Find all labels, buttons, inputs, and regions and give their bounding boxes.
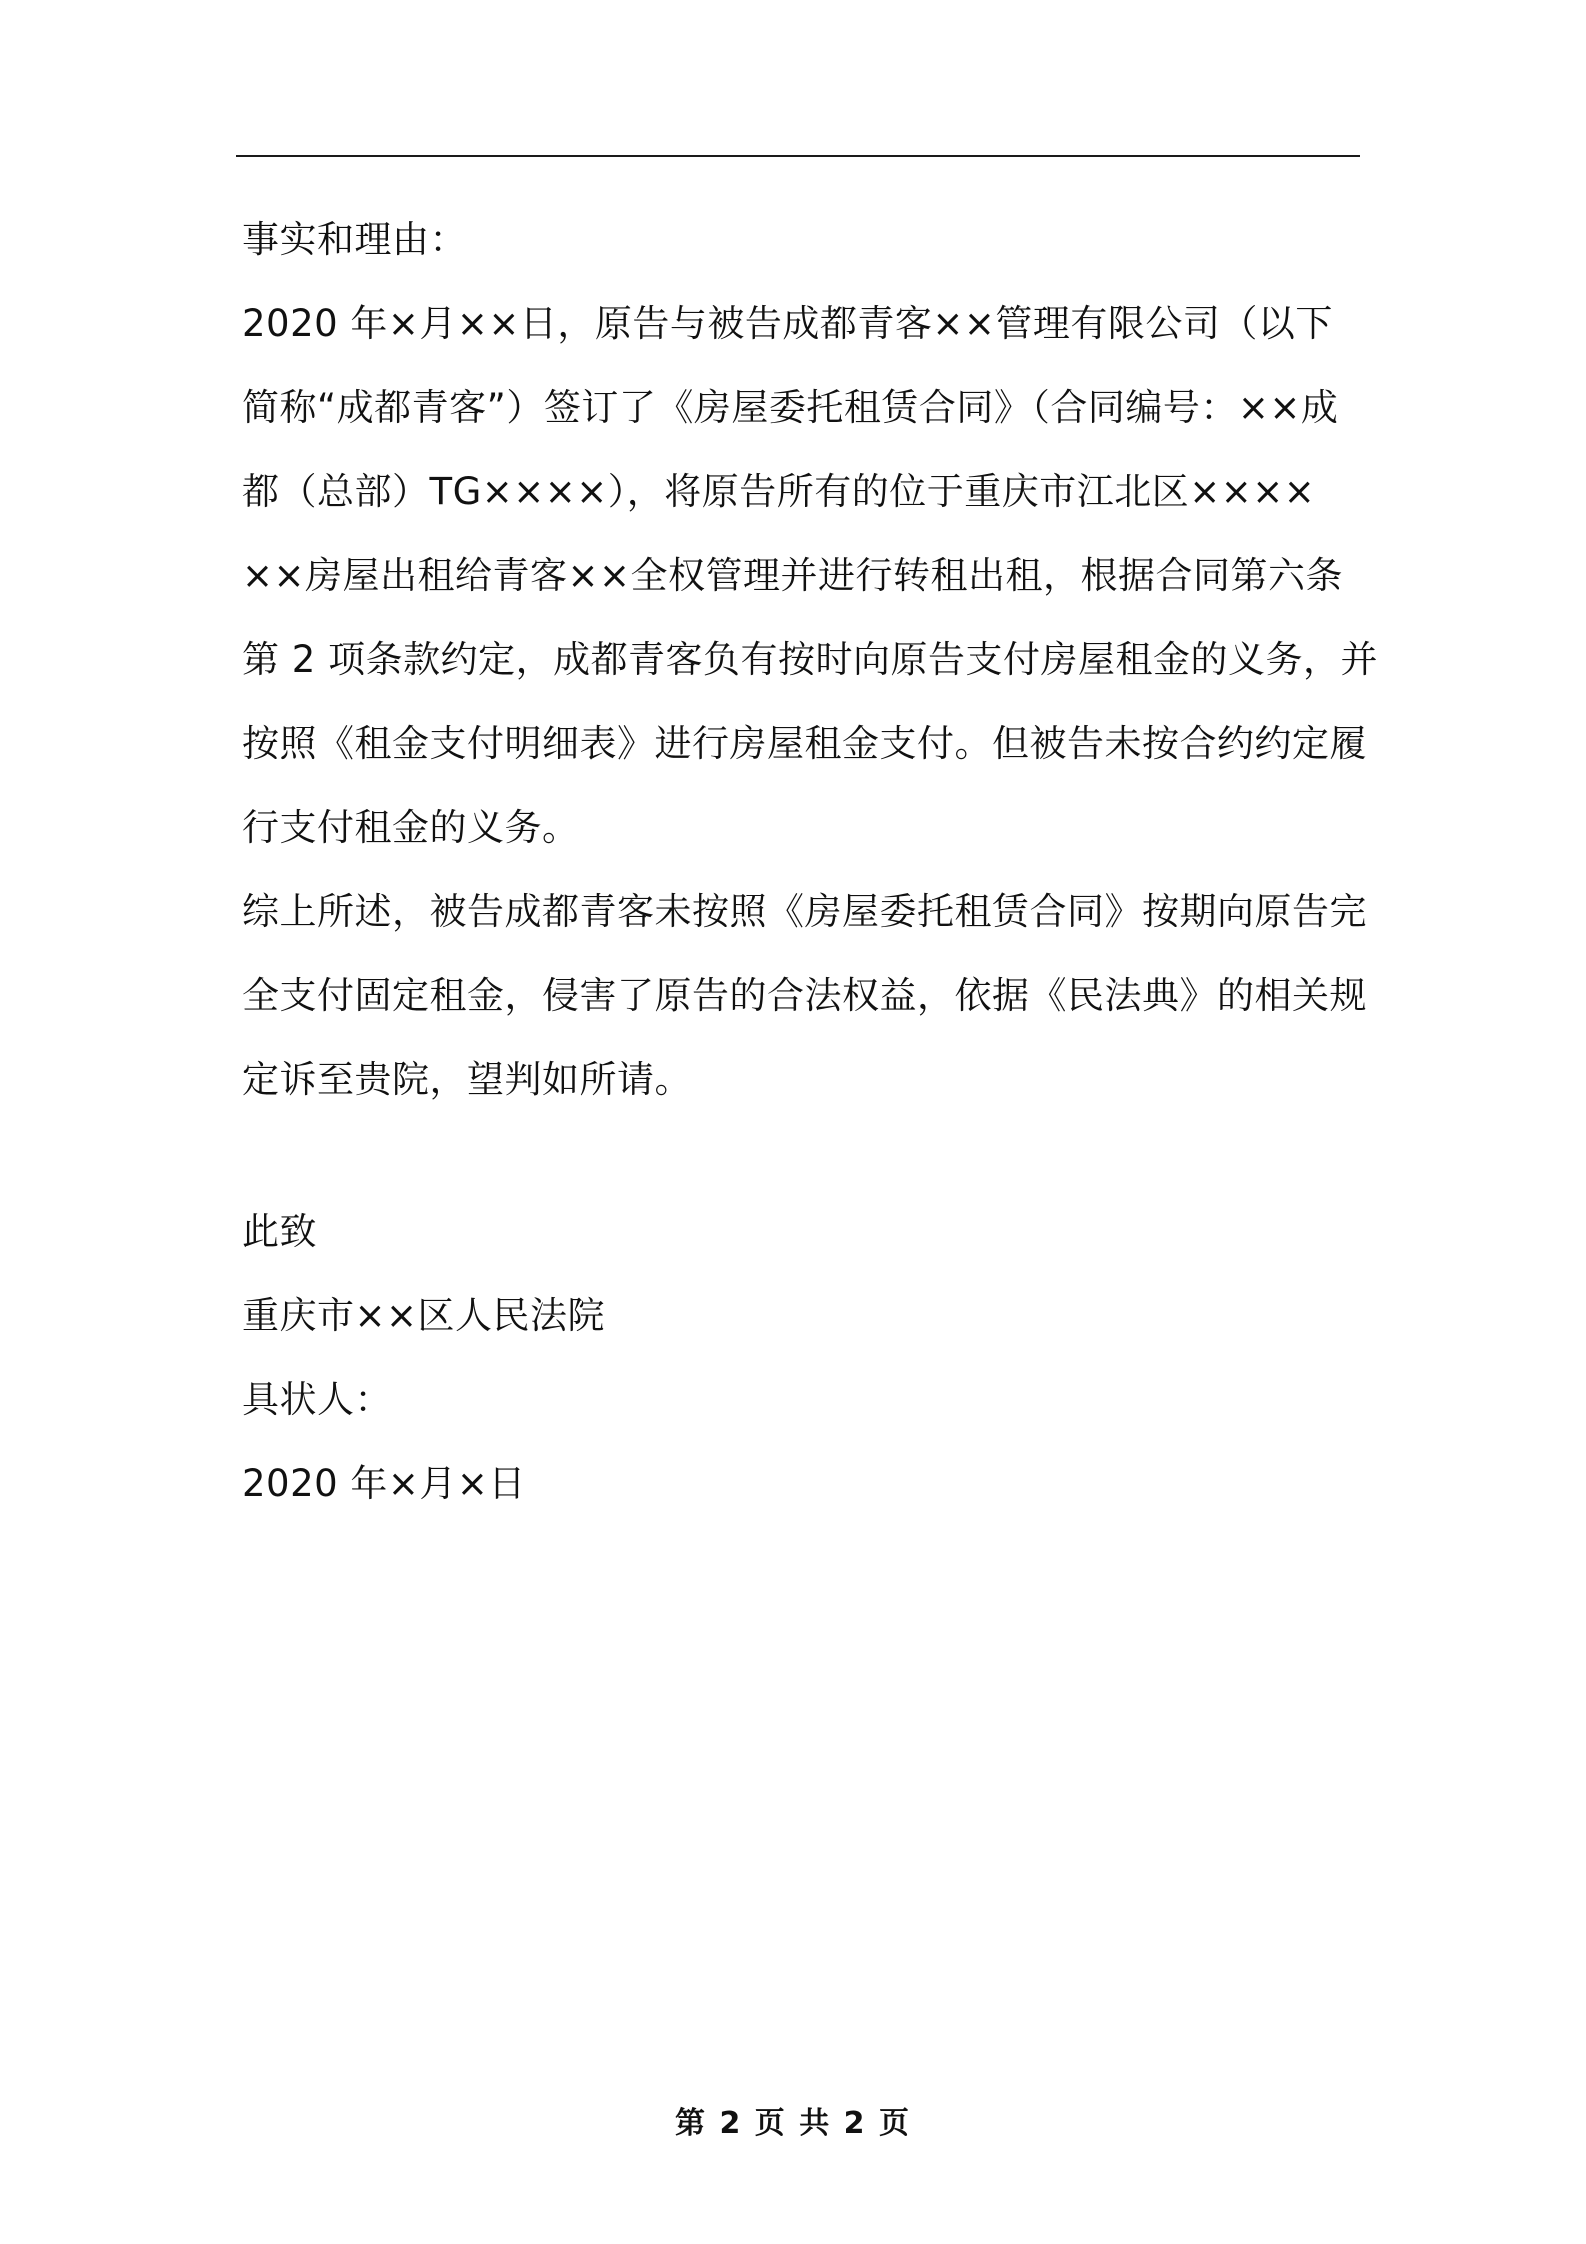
closing-block bbox=[242, 1190, 1358, 1526]
summary-line: 定诉至贵院，望判如所请。 bbox=[242, 1058, 692, 1101]
summary-paragraph bbox=[242, 870, 1367, 1122]
facts-line: 都（总部）TG××××），将原告所有的位于重庆市江北区×××× bbox=[242, 470, 1316, 513]
signer-label: 具状人： bbox=[242, 1378, 392, 1421]
facts-line: 第 2 项条款约定，成都青客负有按时向原告支付房屋租金的义务，并 bbox=[242, 638, 1379, 681]
court-name: 重庆市××区人民法院 bbox=[242, 1294, 606, 1337]
complaint-body bbox=[242, 198, 1379, 1122]
salutation: 此致 bbox=[242, 1210, 317, 1253]
facts-line: ××房屋出租给青客××全权管理并进行转租出租，根据合同第六条 bbox=[242, 554, 1344, 597]
facts-line: 2020 年×月××日，原告与被告成都青客××管理有限公司（以下 bbox=[242, 302, 1333, 345]
facts-paragraph bbox=[242, 282, 1379, 870]
summary-line: 综上所述，被告成都青客未按照《房屋委托租赁合同》按期向原告完 bbox=[242, 890, 1367, 933]
section-heading: 事实和理由： bbox=[242, 218, 467, 261]
document-date: 2020 年×月×日 bbox=[242, 1462, 526, 1505]
facts-line: 行支付租金的义务。 bbox=[242, 806, 580, 849]
facts-line: 按照《租金支付明细表》进行房屋租金支付。但被告未按合约约定履 bbox=[242, 722, 1367, 765]
summary-line: 全支付固定租金，侵害了原告的合法权益，依据《民法典》的相关规 bbox=[242, 974, 1367, 1017]
header-divider bbox=[236, 155, 1360, 157]
page-number: 第 2 页 共 2 页 bbox=[675, 2106, 911, 2141]
facts-line: 简称“成都青客”）签订了《房屋委托租赁合同》（合同编号：××成 bbox=[242, 386, 1339, 429]
